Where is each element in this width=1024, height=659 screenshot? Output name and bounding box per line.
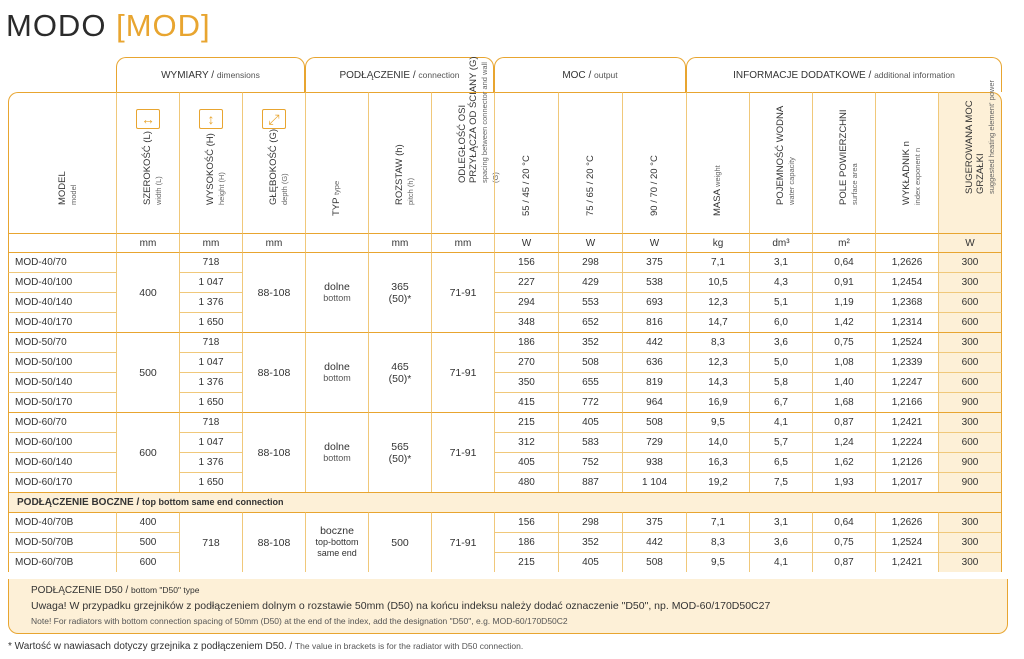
cell-o90: 816 [622,312,686,332]
table-row [8,412,1002,432]
cell-heating: 300 [938,412,1002,432]
cell-height: 1 376 [179,292,242,312]
cell-o90: 375 [622,512,686,532]
cell-height: 1 047 [179,352,242,372]
cell-pitch: 465 (50)* [368,332,431,412]
cell-o55: 186 [494,532,558,552]
cell-o55: 227 [494,272,558,292]
cell-model: MOD-50/140 [8,372,116,392]
group-connection: PODŁĄCZENIE / connection [305,57,494,92]
cell-o75: 352 [558,532,622,552]
cell-o75: 583 [558,432,622,452]
footnote: * Wartość w nawiasach dotyczy grzejnika z podłączeniem D50. / The value in brackets is for the radiator with D50 connection. [8,641,524,652]
cell-height: 1 650 [179,472,242,492]
cell-o55: 415 [494,392,558,412]
cell-o90: 938 [622,452,686,472]
cell-o90: 442 [622,332,686,352]
col-output-55: 55 / 45 / 20 °C [494,92,558,233]
cell-o75: 887 [558,472,622,492]
cell-pitch: 365 (50)* [368,252,431,332]
cell-water: 3,6 [749,332,812,352]
cell-water: 4,3 [749,272,812,292]
cell-o90: 375 [622,252,686,272]
cell-model: MOD-60/170 [8,472,116,492]
cell-model: MOD-60/140 [8,452,116,472]
cell-width: 600 [116,412,179,492]
cell-o55: 156 [494,512,558,532]
cell-width: 500 [116,532,179,552]
cell-surface: 1,24 [812,432,875,452]
col-pitch: ROZSTAW (h) pitch (h) [368,92,431,233]
cell-mass: 14,0 [686,432,749,452]
page-title [6,8,211,44]
arrows-diagonal-icon: ⤢ [262,109,286,129]
cell-model: MOD-50/170 [8,392,116,412]
cell-model: MOD-40/140 [8,292,116,312]
cell-o55: 405 [494,452,558,472]
cell-surface: 0,64 [812,252,875,272]
cell-o55: 350 [494,372,558,392]
cell-o55: 294 [494,292,558,312]
cell-o75: 298 [558,512,622,532]
cell-mass: 16,9 [686,392,749,412]
cell-width: 400 [116,512,179,532]
cell-heating: 600 [938,432,1002,452]
unit-height: mm [179,233,242,252]
cell-exponent: 1,2421 [875,412,938,432]
cell-heating: 900 [938,472,1002,492]
cell-heating: 300 [938,532,1002,552]
cell-offset: 71-91 [431,412,494,492]
cell-o90: 964 [622,392,686,412]
cell-o75: 429 [558,272,622,292]
cell-surface: 1,62 [812,452,875,472]
cell-depth: 88-108 [242,512,305,572]
cell-o55: 348 [494,312,558,332]
cell-pitch: 500 [368,512,431,572]
cell-heating: 300 [938,272,1002,292]
cell-pitch: 565 (50)* [368,412,431,492]
cell-o75: 652 [558,312,622,332]
cell-surface: 0,64 [812,512,875,532]
arrows-horizontal-icon: ↔ [136,109,160,129]
title-code: [MOD] [116,8,211,43]
cell-exponent: 1,2626 [875,252,938,272]
unit-surface: m² [812,233,875,252]
side-connection-header [8,492,1002,512]
col-type: TYP type [305,92,368,233]
cell-surface: 0,75 [812,532,875,552]
cell-surface: 0,75 [812,332,875,352]
cell-model: MOD-50/70B [8,532,116,552]
cell-o90: 508 [622,412,686,432]
cell-mass: 7,1 [686,512,749,532]
cell-o90: 508 [622,552,686,572]
cell-o55: 215 [494,412,558,432]
cell-offset: 71-91 [431,252,494,332]
cell-water: 5,8 [749,372,812,392]
col-surface: POLE POWIERZCHNI surface area [812,92,875,233]
cell-water: 5,0 [749,352,812,372]
cell-model: MOD-60/70 [8,412,116,432]
cell-surface: 0,87 [812,412,875,432]
cell-height: 1 047 [179,272,242,292]
cell-exponent: 1,2524 [875,332,938,352]
spec-table [8,57,1002,572]
cell-water: 5,1 [749,292,812,312]
cell-depth: 88-108 [242,412,305,492]
cell-water: 6,7 [749,392,812,412]
cell-exponent: 1,2126 [875,452,938,472]
note-text-en: Note! For radiators with bottom connection spacing of 50mm (D50) at the end of the index, add the designation "D50", e.g. MOD-60/170D50C2 [31,616,568,626]
cell-offset: 71-91 [431,332,494,412]
cell-o55: 156 [494,252,558,272]
side-connection-label: PODŁĄCZENIE BOCZNE / top bottom same end connection [8,492,1002,512]
cell-mass: 9,5 [686,552,749,572]
cell-height: 718 [179,252,242,272]
cell-o75: 772 [558,392,622,412]
group-dimensions: WYMIARY / dimensions [116,57,305,92]
note-text-pl: Uwaga! W przypadku grzejników z podłączeniem dolnym o rozstawie 50mm (D50) na końcu indeksu należy dodać oznaczenie "D50", np. MOD-60/170D50C27 [31,600,771,612]
cell-model: MOD-50/100 [8,352,116,372]
cell-water: 6,0 [749,312,812,332]
unit-pitch: mm [368,233,431,252]
unit-exponent [875,233,938,252]
col-height: ↕ WYSOKOŚĆ (H) height (H) [179,92,242,233]
cell-o90: 636 [622,352,686,372]
cell-exponent: 1,2368 [875,292,938,312]
cell-model: MOD-50/70 [8,332,116,352]
cell-o75: 508 [558,352,622,372]
cell-mass: 19,2 [686,472,749,492]
cell-heating: 300 [938,332,1002,352]
cell-o55: 270 [494,352,558,372]
unit-offset: mm [431,233,494,252]
cell-model: MOD-40/70 [8,252,116,272]
cell-mass: 8,3 [686,532,749,552]
cell-exponent: 1,2339 [875,352,938,372]
unit-depth: mm [242,233,305,252]
col-exponent: WYKŁADNIK n index exponent n [875,92,938,233]
cell-water: 3,1 [749,252,812,272]
cell-type: boczne top-bottom same end [305,512,368,572]
cell-o55: 215 [494,552,558,572]
cell-mass: 16,3 [686,452,749,472]
cell-heating: 300 [938,252,1002,272]
cell-heating: 900 [938,392,1002,412]
col-offset: ODLEGŁOŚĆ OSI PRZYŁĄCZA OD ŚCIANY (G) spacing between connector and wall (G) [431,92,494,233]
cell-depth: 88-108 [242,252,305,332]
note-title: PODŁĄCZENIE D50 / bottom "D50" type [31,585,200,596]
cell-surface: 1,68 [812,392,875,412]
cell-type: dolne bottom [305,252,368,332]
cell-mass: 9,5 [686,412,749,432]
cell-exponent: 1,2247 [875,372,938,392]
cell-o75: 298 [558,252,622,272]
cell-o55: 186 [494,332,558,352]
cell-mass: 12,3 [686,352,749,372]
unit-o75: W [558,233,622,252]
cell-width: 400 [116,252,179,332]
cell-height: 718 [179,512,242,572]
cell-water: 4,1 [749,552,812,572]
unit-water: dm³ [749,233,812,252]
table-row [8,252,1002,272]
cell-mass: 14,3 [686,372,749,392]
cell-water: 4,1 [749,412,812,432]
cell-model: MOD-40/70B [8,512,116,532]
cell-depth: 88-108 [242,332,305,412]
cell-o90: 1 104 [622,472,686,492]
cell-o75: 352 [558,332,622,352]
unit-width: mm [116,233,179,252]
cell-heating: 600 [938,352,1002,372]
cell-mass: 10,5 [686,272,749,292]
unit-o55: W [494,233,558,252]
cell-surface: 1,08 [812,352,875,372]
table-row [8,532,1002,552]
cell-o90: 693 [622,292,686,312]
cell-water: 3,6 [749,532,812,552]
cell-surface: 1,93 [812,472,875,492]
col-water: POJEMNOŚĆ WODNA water capacity [749,92,812,233]
cell-exponent: 1,2524 [875,532,938,552]
cell-o90: 538 [622,272,686,292]
unit-model [8,233,116,252]
cell-heating: 900 [938,452,1002,472]
cell-height: 718 [179,412,242,432]
d50-note [8,579,1008,634]
arrows-vertical-icon: ↕ [199,109,223,129]
cell-exponent: 1,2454 [875,272,938,292]
cell-type: dolne bottom [305,412,368,492]
cell-surface: 1,40 [812,372,875,392]
cell-model: MOD-40/170 [8,312,116,332]
title-name: MODO [6,8,107,43]
cell-offset: 71-91 [431,512,494,572]
cell-height: 1 047 [179,432,242,452]
cell-surface: 0,87 [812,552,875,572]
cell-surface: 1,19 [812,292,875,312]
cell-o90: 729 [622,432,686,452]
table-row [8,552,1002,572]
cell-surface: 0,91 [812,272,875,292]
cell-exponent: 1,2314 [875,312,938,332]
cell-heating: 300 [938,552,1002,572]
cell-o75: 655 [558,372,622,392]
unit-o90: W [622,233,686,252]
cell-exponent: 1,2626 [875,512,938,532]
cell-water: 5,7 [749,432,812,452]
cell-exponent: 1,2224 [875,432,938,452]
table-row [8,332,1002,352]
col-width: ↔ SZEROKOŚĆ (L) width (L) [116,92,179,233]
cell-mass: 12,3 [686,292,749,312]
cell-o75: 405 [558,552,622,572]
cell-height: 1 650 [179,312,242,332]
cell-mass: 7,1 [686,252,749,272]
group-additional: INFORMACJE DODATKOWE / additional information [686,57,1002,92]
cell-exponent: 1,2166 [875,392,938,412]
cell-o55: 480 [494,472,558,492]
cell-water: 3,1 [749,512,812,532]
cell-height: 1 376 [179,372,242,392]
cell-heating: 300 [938,512,1002,532]
col-heating: SUGEROWANA MOC GRZAŁKI suggested heating element' power [938,92,1002,233]
cell-model: MOD-40/100 [8,272,116,292]
cell-o75: 405 [558,412,622,432]
unit-type [305,233,368,252]
col-output-75: 75 / 65 / 20 °C [558,92,622,233]
cell-heating: 600 [938,312,1002,332]
cell-water: 7,5 [749,472,812,492]
cell-o75: 752 [558,452,622,472]
cell-height: 1 376 [179,452,242,472]
cell-o90: 819 [622,372,686,392]
cell-o75: 553 [558,292,622,312]
col-model: MODEL model [8,92,116,233]
cell-model: MOD-60/100 [8,432,116,452]
col-depth: ⤢ GŁĘBOKOŚĆ (G) depth (G) [242,92,305,233]
cell-width: 500 [116,332,179,412]
cell-o90: 442 [622,532,686,552]
cell-heating: 600 [938,292,1002,312]
cell-width: 600 [116,552,179,572]
group-output: MOC / output [494,57,686,92]
cell-water: 6,5 [749,452,812,472]
cell-o55: 312 [494,432,558,452]
cell-height: 718 [179,332,242,352]
table-row [8,512,1002,532]
cell-model: MOD-60/70B [8,552,116,572]
cell-exponent: 1,2421 [875,552,938,572]
cell-height: 1 650 [179,392,242,412]
unit-heating: W [938,233,1002,252]
cell-mass: 14,7 [686,312,749,332]
cell-exponent: 1,2017 [875,472,938,492]
cell-surface: 1,42 [812,312,875,332]
unit-mass: kg [686,233,749,252]
col-output-90: 90 / 70 / 20 °C [622,92,686,233]
cell-mass: 8,3 [686,332,749,352]
col-mass: MASA weight [686,92,749,233]
cell-type: dolne bottom [305,332,368,412]
cell-heating: 600 [938,372,1002,392]
